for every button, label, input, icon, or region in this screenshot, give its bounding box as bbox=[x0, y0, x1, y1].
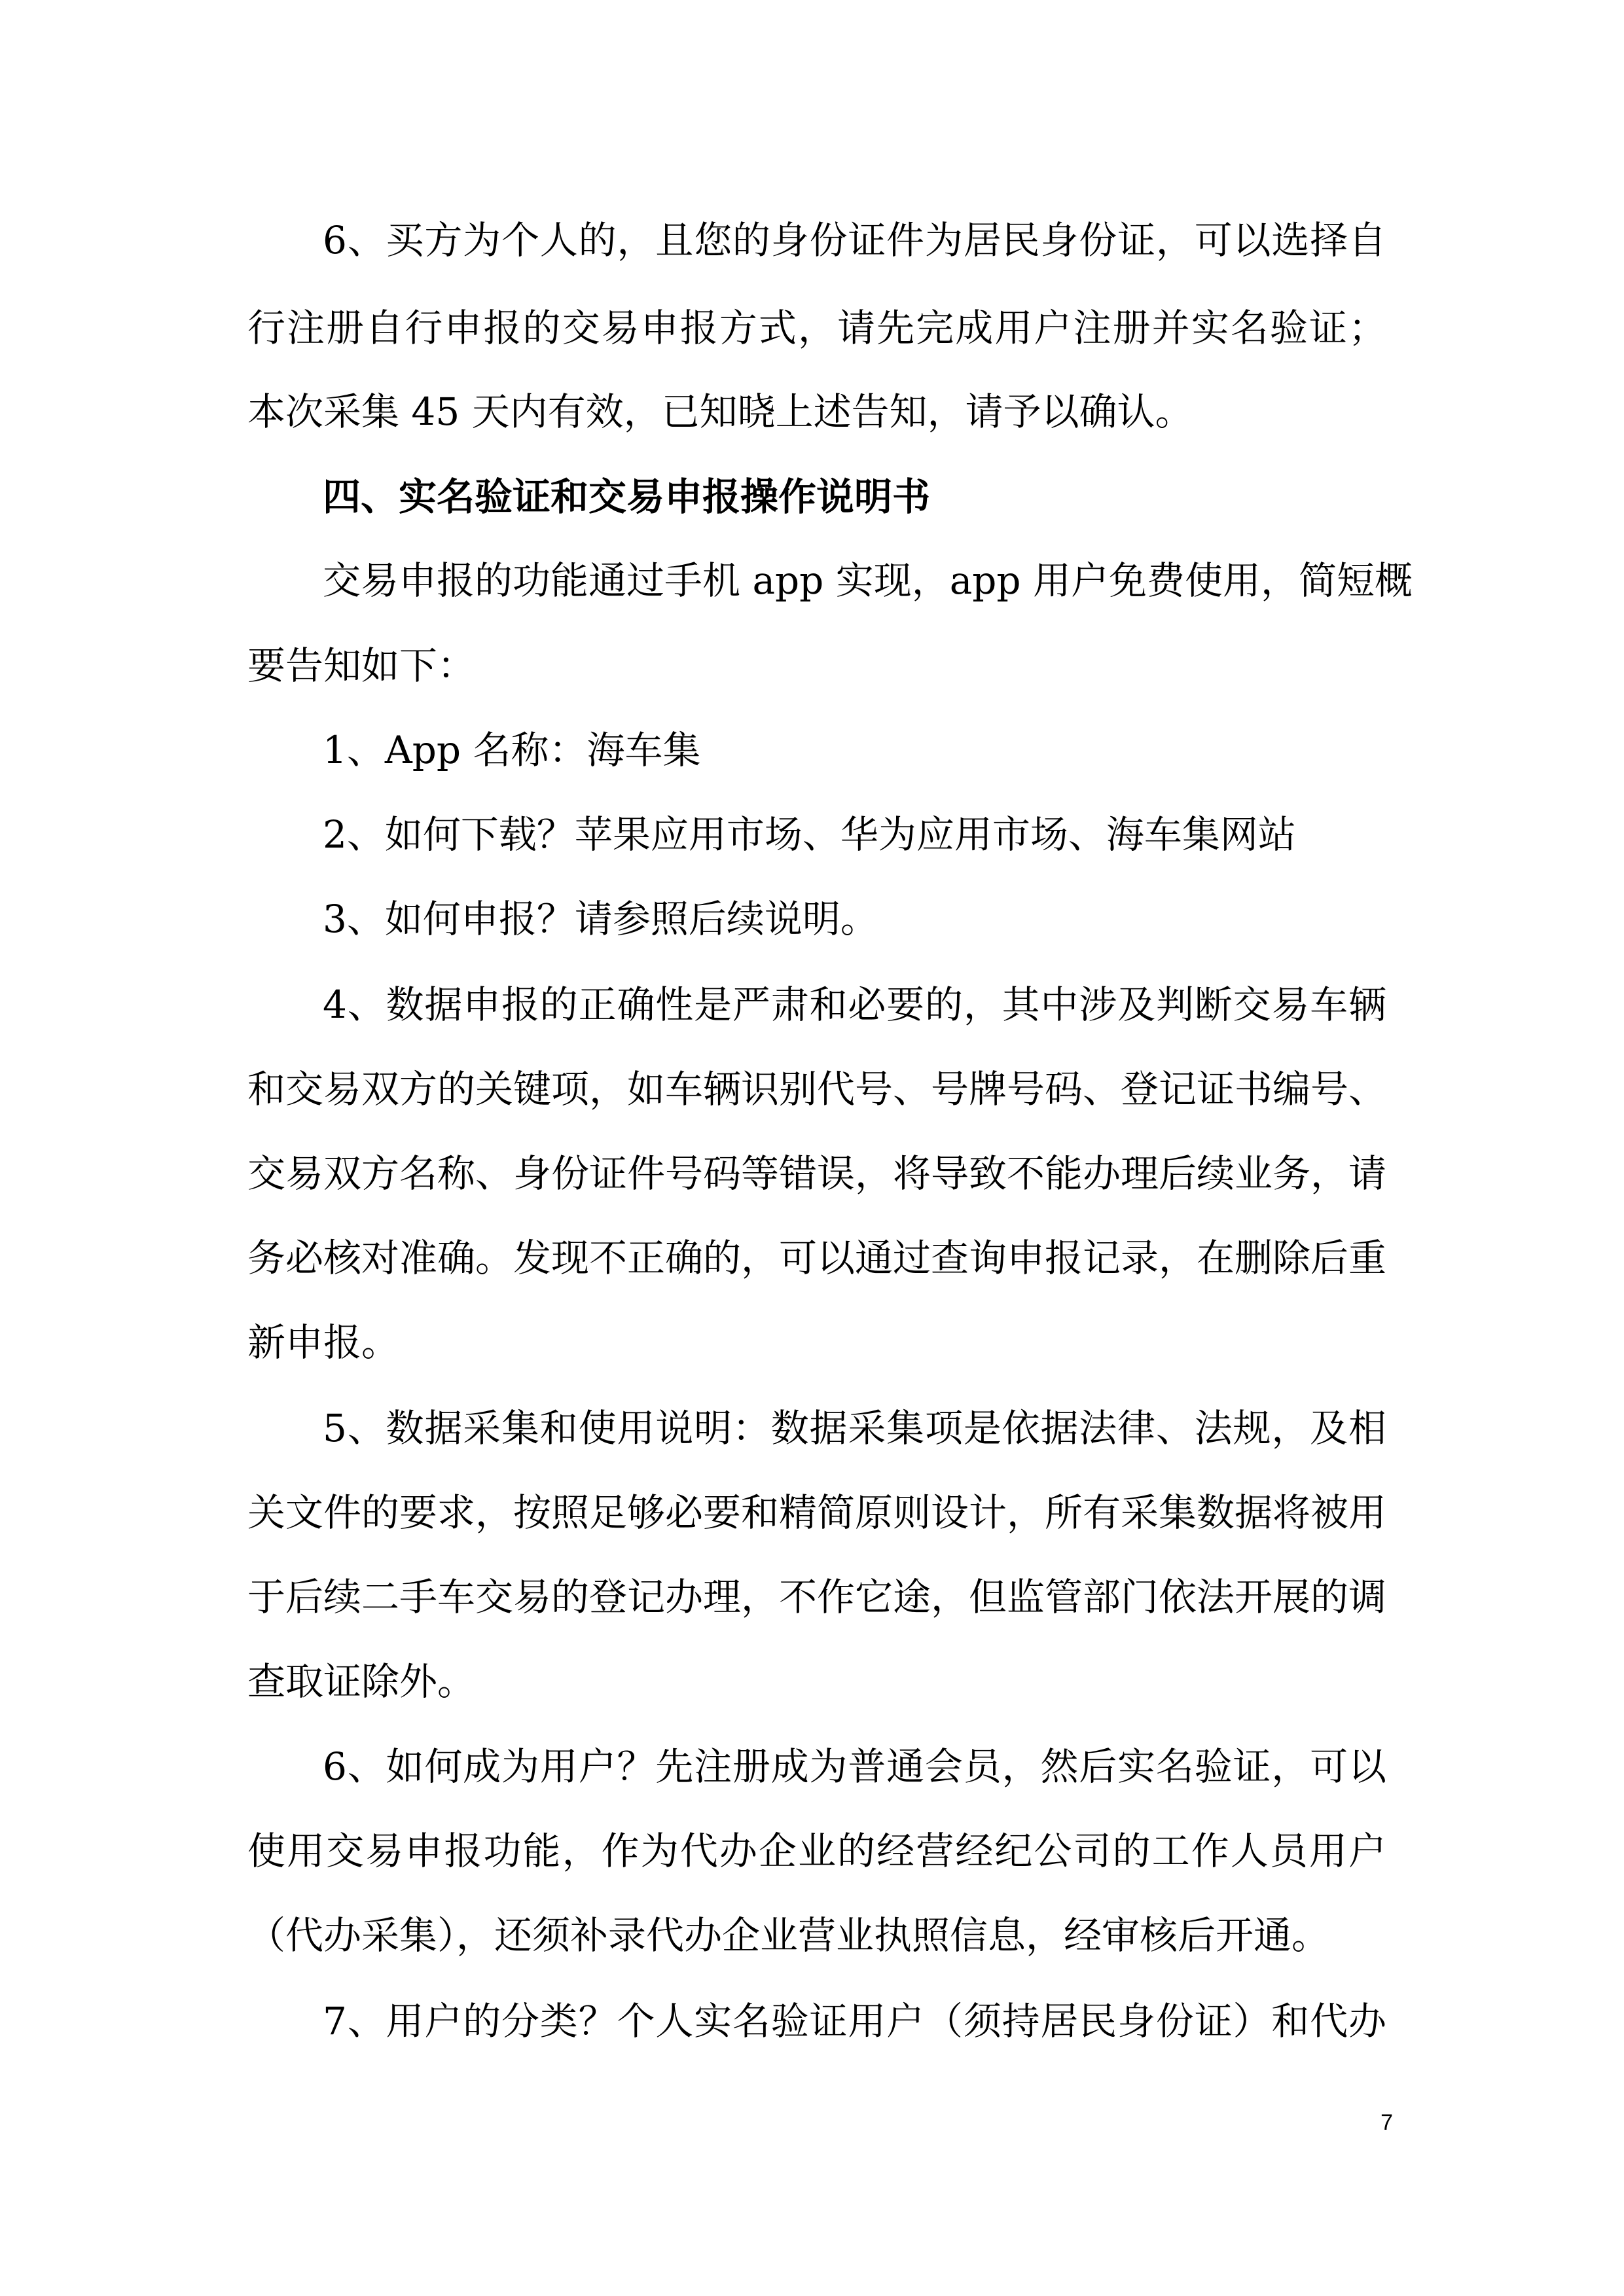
page-number: 7 bbox=[1380, 2110, 1393, 2135]
item-6-line-2: 使用交易申报功能，作为代办企业的经营经纪公司的工作人员用户 bbox=[247, 1829, 1386, 1873]
item-6-line-1: 6、如何成为用户？先注册成为普通会员，然后实名验证，可以 bbox=[323, 1744, 1386, 1789]
item-7-line-1: 7、用户的分类？个人实名验证用户（须持居民身份证）和代办 bbox=[323, 1999, 1386, 2043]
intro-line-2: 要告知如下： bbox=[247, 643, 476, 688]
item-1-app-name: 1、App 名称：海车集 bbox=[323, 728, 701, 772]
item-5-line-1: 5、数据采集和使用说明：数据采集项是依据法律、法规，及相 bbox=[323, 1406, 1386, 1450]
paragraph-6-line-2: 行注册自行申报的交易申报方式，请先完成用户注册并实名验证； bbox=[247, 306, 1386, 350]
item-4-line-3: 交易双方名称、身份证件号码等错误，将导致不能办理后续业务，请 bbox=[247, 1151, 1387, 1196]
item-5-line-3: 于后续二手车交易的登记办理，不作它途，但监管部门依法开展的调 bbox=[247, 1575, 1387, 1619]
item-6-line-3: （代办采集），还须补录代办企业营业执照信息，经审核后开通。 bbox=[247, 1913, 1330, 1958]
item-2-download: 2、如何下载？苹果应用市场、华为应用市场、海车集网站 bbox=[323, 812, 1296, 857]
item-4-line-1: 4、数据申报的正确性是严肃和必要的，其中涉及判断交易车辆 bbox=[323, 982, 1386, 1027]
section-heading: 四、实名验证和交易申报操作说明书 bbox=[323, 475, 931, 519]
item-4-line-4: 务必核对准确。发现不正确的，可以通过查询申报记录，在删除后重 bbox=[247, 1236, 1387, 1280]
paragraph-6-line-3: 本次采集 45 天内有效，已知晓上述告知，请予以确认。 bbox=[247, 389, 1193, 434]
intro-line-1: 交易申报的功能通过手机 app 实现，app 用户免费使用，简短概 bbox=[323, 558, 1413, 603]
item-5-line-2: 关文件的要求，按照足够必要和精简原则设计，所有采集数据将被用 bbox=[247, 1490, 1387, 1535]
paragraph-6-line-1: 6、买方为个人的，且您的身份证件为居民身份证，可以选择自 bbox=[323, 218, 1386, 262]
item-5-line-4: 查取证除外。 bbox=[247, 1659, 476, 1704]
item-4-line-5: 新申报。 bbox=[247, 1320, 400, 1365]
item-4-line-2: 和交易双方的关键项，如车辆识别代号、号牌号码、登记证书编号、 bbox=[247, 1067, 1387, 1111]
item-3-how-to-report: 3、如何申报？请参照后续说明。 bbox=[323, 897, 878, 941]
